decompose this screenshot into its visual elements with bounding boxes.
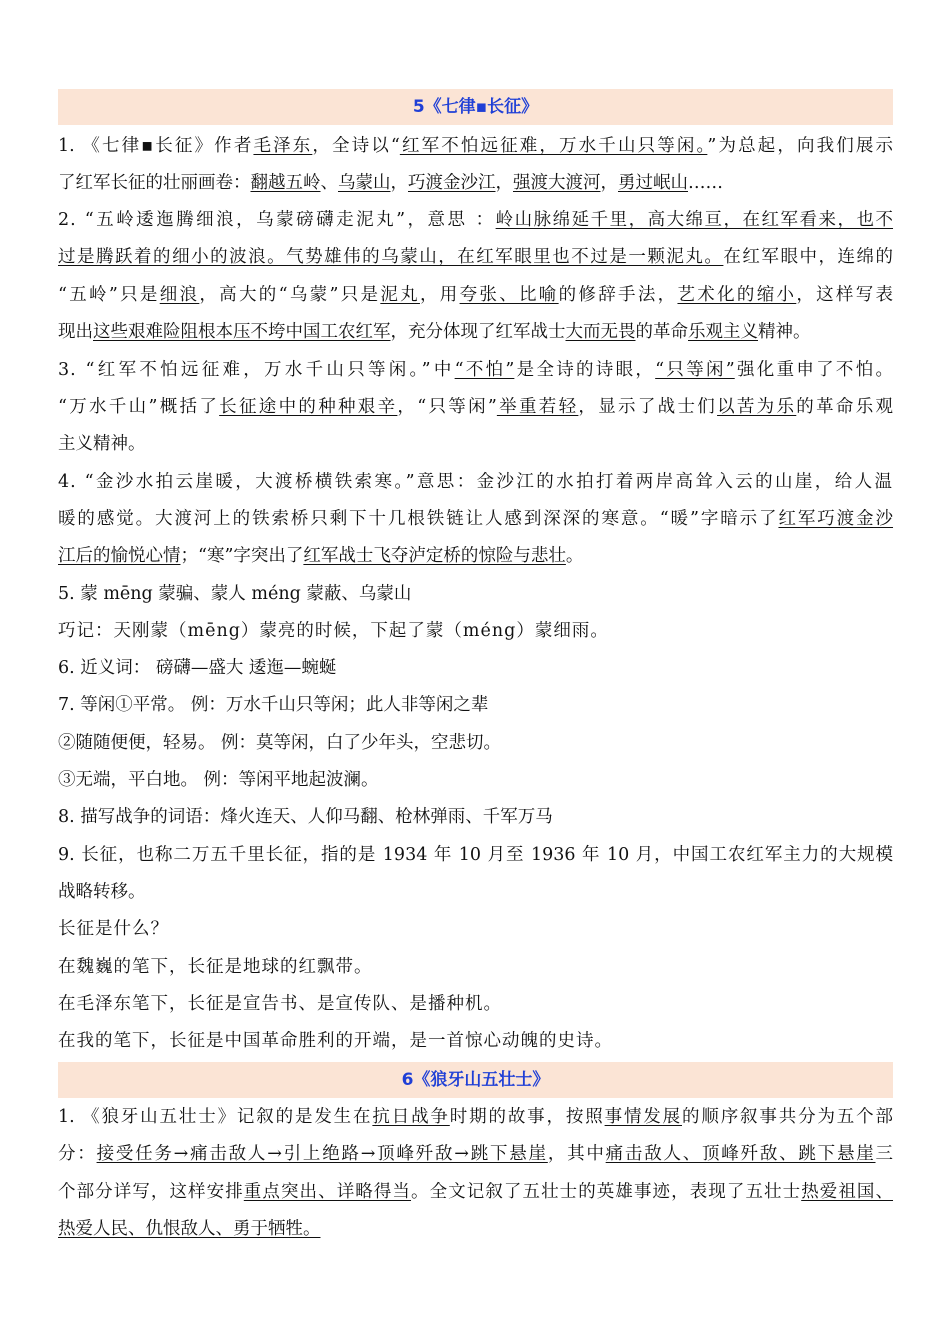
- s5-item8: 8. 描写战争的词语：烽火连天、人仰马翻、枪林弹雨、千军万马: [58, 807, 553, 827]
- text-segment: 的修辞手法，: [558, 285, 678, 305]
- text-segment: 。: [565, 546, 584, 566]
- text-segment: 的革命乐观: [796, 397, 894, 417]
- underlined-phrase: 翻越五岭: [250, 173, 321, 193]
- text-segment: 现出: [58, 322, 93, 342]
- text-segment: 了红军长征的壮丽画卷：: [58, 173, 251, 193]
- underlined-phrase: 红军战士飞夺泸定桥的惊险与悲壮: [303, 546, 566, 566]
- text-segment: 4. “金沙水拍云崖暖，大渡桥横铁索寒。”意思：金沙江的水拍打着两岸高耸入云的山崖，给人温: [58, 472, 893, 492]
- underlined-phrase: 细浪: [159, 285, 200, 305]
- text-segment: ，显示了战士们: [578, 397, 718, 417]
- section-5-title: 5《七律▪长征》: [58, 89, 893, 125]
- s5-answer-line3: 在我的笔下，长征是中国革命胜利的开端，是一首惊心动魄的史诗。: [58, 1031, 613, 1051]
- underlined-phrase: 勇过岷山: [618, 173, 688, 193]
- text-segment: 强化重申了不怕。: [734, 360, 894, 380]
- text-segment: 暖的感觉。大渡河上的铁索桥只剩下十几根铁链让人感到深深的寒意。“暖”字暗示了: [58, 509, 779, 529]
- text-segment: ；“寒”字突出了: [180, 546, 304, 566]
- s6-item1-line4: [58, 1217, 893, 1241]
- underlined-phrase: 热爱祖国、: [801, 1182, 894, 1202]
- text-segment: 个部分详写，这样安排: [58, 1182, 244, 1202]
- underlined-phrase: 这些艰难险阻根本压不垮中国工农红军: [93, 322, 391, 342]
- s5-item4-line2: [58, 507, 893, 531]
- s5-item9-line2: 战略转移。: [58, 882, 146, 902]
- text-segment: 三: [875, 1144, 894, 1164]
- s5-item7-line2: ②随随便便，轻易。 例：莫等闲，白了少年头，空悲切。: [58, 733, 502, 753]
- text-segment: “五岭”只是: [58, 285, 160, 305]
- underlined-phrase: 红军不怕远征难，万水千山只等闲。: [399, 136, 708, 156]
- s6-item1-line1: [58, 1105, 893, 1129]
- underlined-phrase: 岭山脉绵延千里，高大绵亘，在红军看来，也不: [495, 210, 894, 230]
- underlined-phrase: 泥丸: [380, 285, 420, 305]
- text-segment: 3. “红军不怕远征难，万水千山只等闲。”中: [58, 360, 455, 380]
- underlined-phrase: 接受任务→痛击敌人→引上绝路→顶峰歼敌→跳下悬崖: [96, 1144, 548, 1164]
- text-segment: ，“只等闲”: [397, 397, 497, 417]
- text-segment: ……: [688, 173, 723, 193]
- text-segment: ，: [390, 173, 408, 193]
- text-segment: 精神。: [758, 322, 811, 342]
- underlined-phrase: 乌蒙山: [338, 173, 391, 193]
- text-segment: ，: [495, 173, 513, 193]
- s5-answer-line2: 在毛泽东笔下，长征是宣告书、是宣传队、是播种机。: [58, 994, 502, 1014]
- text-segment: ，用: [419, 285, 460, 305]
- s5-item3-line2: [58, 395, 893, 419]
- s5-item2-line3: [58, 283, 893, 307]
- text-segment: 的革命: [635, 322, 688, 342]
- text-segment: ，: [600, 173, 618, 193]
- s5-item5-mnemonic: 巧记：天刚蒙（mēng）蒙亮的时候，下起了蒙（méng）蒙细雨。: [58, 621, 609, 641]
- underlined-phrase: 艺术化的缩小: [677, 285, 797, 305]
- text-segment: 的顺序叙事共分为五个部: [682, 1107, 894, 1127]
- s5-item7-line3: ③无端，平白地。 例：等闲平地起波澜。: [58, 770, 379, 790]
- text-segment: 分：: [58, 1144, 97, 1164]
- underlined-author: 毛泽东: [253, 136, 313, 156]
- text-segment: 在红军眼中，连绵的: [723, 247, 893, 267]
- s5-item2-line1: [58, 208, 893, 232]
- text-segment: “万水千山”概括了: [58, 397, 220, 417]
- underlined-phrase: 长征途中的种种艰辛: [219, 397, 398, 417]
- underlined-phrase: 以苦为乐: [717, 397, 797, 417]
- s5-item1-line2: [58, 171, 893, 195]
- underlined-phrase: “不怕”: [454, 360, 515, 380]
- s5-item7-line1: 7. 等闲①平常。 例：万水千山只等闲；此人非等闲之辈: [58, 695, 489, 715]
- s6-item1-line2: [58, 1142, 893, 1166]
- text-segment: ，高大的“乌蒙”只是: [199, 285, 381, 305]
- underlined-phrase: 热爱人民、仇恨敌人、勇于牺牲。: [58, 1219, 321, 1239]
- s6-item1-line3: [58, 1180, 893, 1204]
- section-6-title: 6《狼牙山五壮士》: [58, 1062, 893, 1098]
- underlined-phrase: 夸张、比喻: [459, 285, 559, 305]
- text-segment: 是全诗的诗眼，: [514, 360, 656, 380]
- text-segment: ，全诗以“: [312, 136, 400, 156]
- underlined-phrase: 大而无畏: [565, 322, 636, 342]
- text-segment: ”为总起，向我们展示: [707, 136, 894, 156]
- s5-item1-line1: [58, 134, 893, 158]
- text-segment: 、: [320, 173, 338, 193]
- underlined-phrase: 过是腾跃着的细小的波浪。气势雄伟的乌蒙山，在红军眼里也不过是一颗泥丸。: [58, 247, 724, 267]
- underlined-phrase: 强渡大渡河: [513, 173, 601, 193]
- text-segment: ，这样写表: [796, 285, 894, 305]
- underlined-phrase: 痛击敌人、顶峰歼敌、跳下悬崖: [605, 1144, 876, 1164]
- text-segment: 。全文记叙了五壮士的英雄事迹，表现了五壮士: [411, 1182, 802, 1202]
- underlined-phrase: 红军巧渡金沙: [778, 509, 894, 529]
- underlined-phrase: 重点突出、详略得当: [243, 1182, 412, 1202]
- underlined-phrase: 乐观主义: [688, 322, 758, 342]
- underlined-phrase: 抗日战争: [372, 1107, 450, 1127]
- s5-item5: 5. 蒙 mēng 蒙骗、蒙人 méng 蒙蔽、乌蒙山: [58, 584, 412, 604]
- underlined-phrase: 举重若轻: [496, 397, 579, 417]
- underlined-phrase: 巧渡金沙江: [408, 173, 496, 193]
- s5-item6: 6. 近义词： 磅礴—盛大 逶迤—蜿蜒: [58, 658, 337, 678]
- s5-question-title: 长征是什么？: [58, 919, 169, 939]
- text-segment: 1. 《七律▪长征》作者: [58, 136, 254, 156]
- text-segment: 时期的故事，按照: [449, 1107, 605, 1127]
- text-segment: 2. “五岭逶迤腾细浪，乌蒙磅礴走泥丸”，意思 ：: [58, 210, 496, 230]
- text-segment: ，其中: [547, 1144, 606, 1164]
- text-segment: 9. 长征，也称二万五千里长征，指的是 1934 年 10 月至 1936 年 10 月，中国工农红军主力的大规模: [58, 845, 893, 865]
- s5-item2-line2: [58, 245, 893, 269]
- underlined-phrase: 事情发展: [604, 1107, 682, 1127]
- s5-item9-line1: [58, 843, 893, 867]
- s5-item2-line4: [58, 320, 893, 344]
- s5-item3-line1: [58, 358, 893, 382]
- s5-item4-line3: [58, 544, 893, 568]
- s5-item3-line3: 主义精神。: [58, 434, 146, 454]
- underlined-phrase: 江后的愉悦心情: [58, 546, 181, 566]
- text-segment: ，充分体现了红军战士: [390, 322, 566, 342]
- text-segment: 1. 《狼牙山五壮士》记叙的是发生在: [58, 1107, 373, 1127]
- s5-item4-line1: [58, 470, 893, 494]
- s5-answer-line1: 在魏巍的笔下，长征是地球的红飘带。: [58, 957, 373, 977]
- underlined-phrase: “只等闲”: [655, 360, 735, 380]
